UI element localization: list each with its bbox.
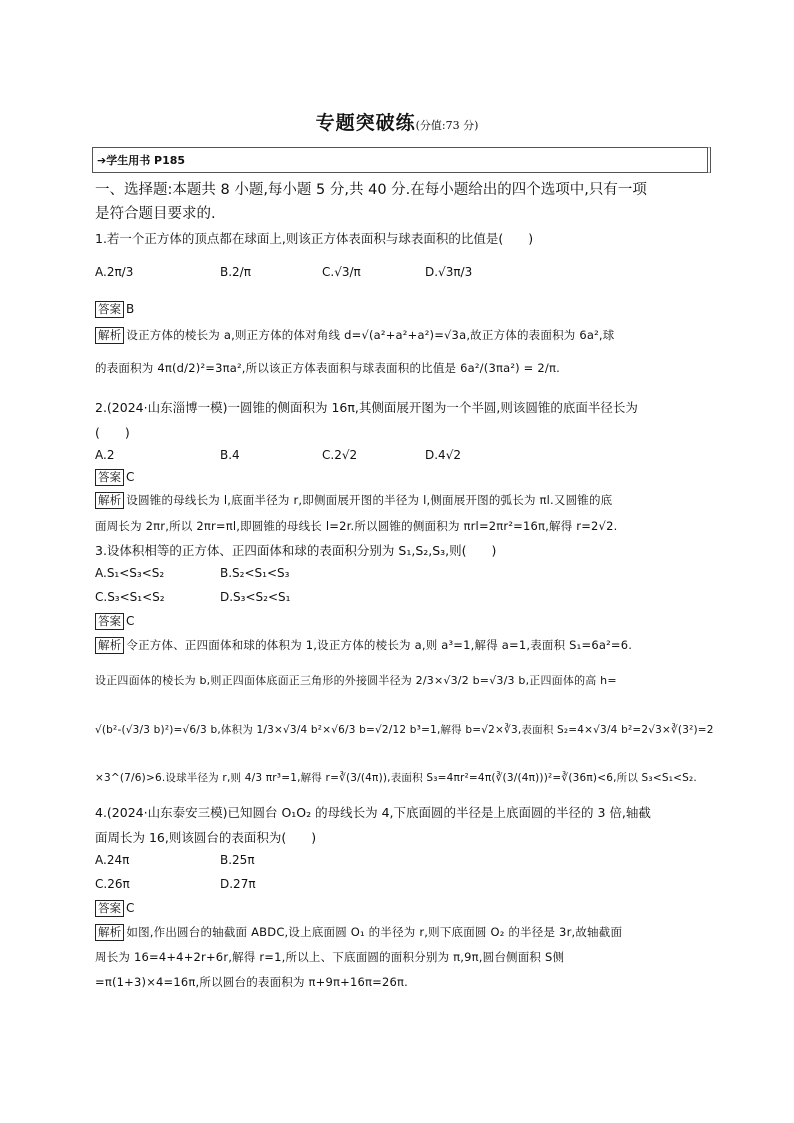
analysis-text: 设正方体的棱长为 a,则正方体的体对角线 d=√(a²+a²+a²)=√3a,故正方体的表面积为 6a²,球 (126, 328, 615, 342)
answer-tag: 答案 (95, 900, 124, 917)
question-3-option-c: C.S₃<S₁<S₂ (95, 590, 165, 604)
question-4-analysis-line1 (95, 924, 622, 941)
question-3-analysis-line4: ×3^(7/6)>6.设球半径为 r,则 4/3 πr³=1,解得 r=∛(3/(4π)),表面积 S₃=4πr²=4π(∛(3/(4π)))²=∛(36π)<6,所以 S₃<S₁<S₂. (95, 772, 697, 784)
page-title-block (0, 108, 794, 135)
question-4-option-b: B.25π (220, 853, 255, 867)
question-4-stem: 4.(2024·山东泰安三模)已知圆台 O₁O₂ 的母线长为 4,下底面圆的半径是上底面圆的半径的 3 倍,轴截 (95, 805, 651, 820)
question-1-stem: 1.若一个正方体的顶点都在球面上,则该正方体表面积与球表面积的比值是( ) (95, 231, 534, 246)
question-1-option-b: B.2/π (220, 265, 251, 279)
question-1-option-c: C.√3/π (322, 265, 361, 279)
answer-value: B (126, 302, 135, 316)
answer-value: C (126, 470, 135, 484)
question-2-option-b: B.4 (220, 448, 240, 462)
section-heading-line2: 是符合题目要求的. (95, 206, 216, 222)
question-4-option-d: D.27π (220, 877, 256, 891)
question-2-option-c: C.2√2 (322, 448, 358, 462)
question-1-option-a: A.2π/3 (95, 265, 134, 279)
question-4-answer (95, 900, 134, 917)
answer-value: C (126, 901, 135, 915)
question-2-analysis-line1 (95, 492, 612, 509)
analysis-tag: 解析 (95, 924, 124, 941)
answer-tag: 答案 (95, 613, 124, 630)
analysis-text: 如图,作出圆台的轴截面 ABDC,设上底面圆 O₁ 的半径为 r,则下底面圆 O₂ 的半径是 3r,故轴截面 (126, 925, 623, 939)
question-3-option-b: B.S₂<S₁<S₃ (220, 566, 290, 580)
question-2-analysis-line2: 面周长为 2πr,所以 2πr=πl,即圆锥的母线长 l=2r.所以圆锥的侧面积为 πrl=2πr²=16π,解得 r=2√2. (95, 519, 618, 533)
question-1-answer (95, 301, 134, 318)
question-3-analysis-line3: √(b²-(√3/3 b)²)=√6/3 b,体积为 1/3×√3/4 b²×√6/3 b=√2/12 b³=1,解得 b=√2×∛3,表面积 S₂=4×√3/4 b²=2√3×∛(3²)=2 (95, 724, 714, 736)
question-3-analysis-line2: 设正四面体的棱长为 b,则正四面体底面正三角形的外接圆半径为 2/3×√3/2 b=√3/3 b,正四面体的高 h= (95, 674, 617, 687)
book-reference-bar (92, 147, 711, 173)
question-2-stem-paren: ( ) (95, 425, 130, 440)
score-note: (分值:73 分) (415, 119, 479, 132)
question-3-option-a: A.S₁<S₃<S₂ (95, 566, 165, 580)
question-4-analysis-line3: =π(1+3)×4=16π,所以圆台的表面积为 π+9π+16π=26π. (95, 975, 408, 989)
question-3-analysis-line1 (95, 637, 632, 654)
question-1-analysis-line2: 的表面积为 4π(d/2)²=3πa²,所以该正方体表面积与球表面积的比值是 6a²/(3πa²) = 2/π. (95, 361, 560, 375)
answer-tag: 答案 (95, 469, 124, 486)
question-2-option-a: A.2 (95, 448, 115, 462)
question-3-stem: 3.设体积相等的正方体、正四面体和球的表面积分别为 S₁,S₂,S₃,则( ) (95, 543, 497, 558)
question-3-answer (95, 613, 134, 630)
analysis-tag: 解析 (95, 327, 124, 344)
book-reference: ➔学生用书 P185 (97, 154, 186, 167)
analysis-tag: 解析 (95, 492, 124, 509)
question-2-answer (95, 469, 134, 486)
question-1-option-d: D.√3π/3 (425, 265, 473, 279)
question-2-option-d: D.4√2 (425, 448, 461, 462)
question-1-analysis-line1 (95, 327, 614, 344)
analysis-tag: 解析 (95, 637, 124, 654)
analysis-text: 设圆锥的母线长为 l,底面半径为 r,即侧面展开图的半径为 l,侧面展开图的弧长为 πl.又圆锥的底 (126, 493, 613, 507)
question-4-option-a: A.24π (95, 853, 130, 867)
section-heading-line1: 一、选择题:本题共 8 小题,每小题 5 分,共 40 分.在每小题给出的四个选项中,只有一项 (95, 182, 647, 198)
page-title: 专题突破练 (315, 112, 416, 134)
question-2-stem: 2.(2024·山东淄博一模)一圆锥的侧面积为 16π,其侧面展开图为一个半圆,则该圆锥的底面半径长为 (95, 400, 638, 415)
answer-value: C (126, 614, 135, 628)
question-3-option-d: D.S₃<S₂<S₁ (220, 590, 291, 604)
analysis-text: 令正方体、正四面体和球的体积为 1,设正方体的棱长为 a,则 a³=1,解得 a=1,表面积 S₁=6a²=6. (126, 638, 633, 652)
question-4-option-c: C.26π (95, 877, 130, 891)
question-4-stem-line2: 面周长为 16,则该圆台的表面积为( ) (95, 830, 317, 845)
answer-tag: 答案 (95, 301, 124, 318)
question-4-analysis-line2: 周长为 16=4+4+2r+6r,解得 r=1,所以上、下底面圆的面积分别为 π,9π,圆台侧面积 S侧 (95, 950, 565, 964)
